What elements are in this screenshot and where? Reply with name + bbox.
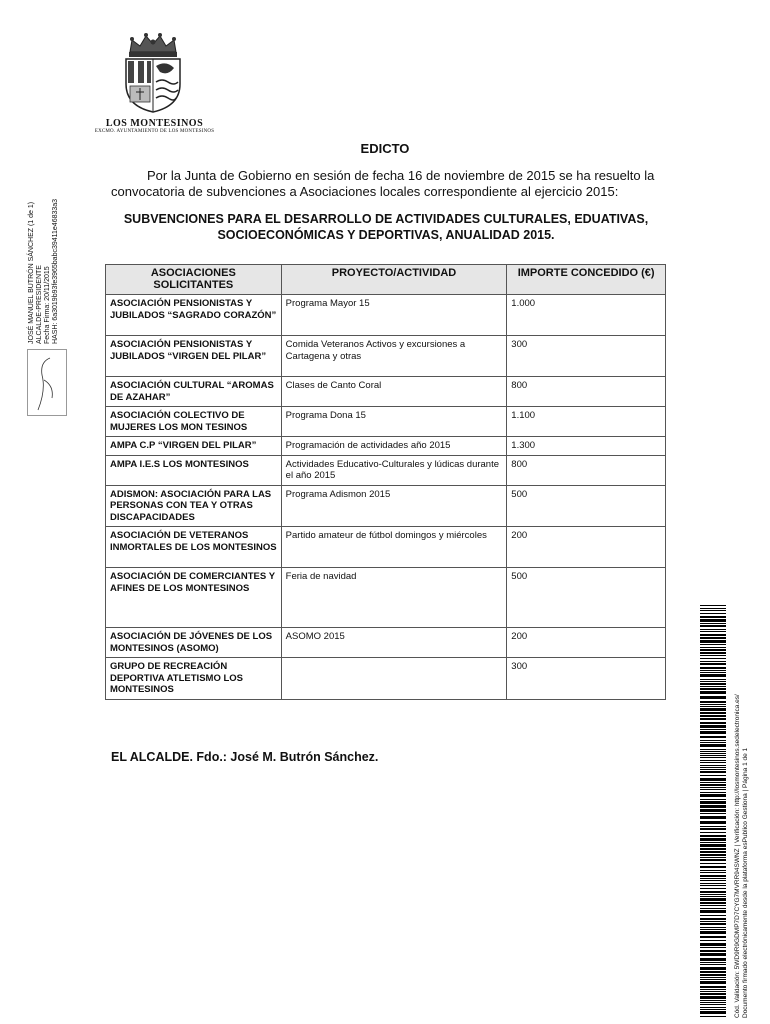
cell-project: Programa Mayor 15 (281, 295, 507, 336)
signer-name: JOSÉ MANUEL BUTRÓN SÁNCHEZ (1 de 1) (28, 201, 35, 344)
cell-amount: 1.100 (507, 407, 666, 437)
cell-association: ASOCIACIÓN PENSIONISTAS Y JUBILADOS “VIRGEN DEL PILAR” (106, 336, 282, 377)
cell-project: ASOMO 2015 (281, 628, 507, 658)
mayor-signature-line: EL ALCALDE. Fdo.: José M. Butrón Sánchez. (111, 750, 379, 764)
intro-text: Por la Junta de Gobierno en sesión de fecha 16 de noviembre de 2015 se ha resuelto la convocatoria de subvenciones a Asociaciones locales correspondiente al ejercicio 2015: (111, 168, 655, 199)
cell-project (281, 658, 507, 700)
validation-barcode (700, 605, 726, 1017)
table-row (106, 336, 666, 377)
table-row (106, 455, 666, 485)
header-amount: IMPORTE CONCEDIDO (€) (507, 265, 666, 295)
table-row (106, 527, 666, 568)
subtitle-line-1: SUBVENCIONES PARA EL DESARROLLO DE ACTIVIDADES CULTURALES, EDUATIVAS, (123, 212, 649, 226)
cell-amount: 500 (507, 568, 666, 628)
cell-association: ASOCIACIÓN DE VETERANOS INMORTALES DE LOS MONTESINOS (106, 527, 282, 568)
signature-metadata (28, 199, 60, 344)
table-row (106, 295, 666, 336)
cell-association: ASOCIACIÓN DE JÓVENES DE LOS MONTESINOS (ASOMO) (106, 628, 282, 658)
cell-amount: 1.000 (507, 295, 666, 336)
table-row (106, 568, 666, 628)
municipal-crest-logo (118, 32, 188, 114)
table-row (106, 658, 666, 700)
verification-footer (734, 694, 750, 1018)
cell-association: ASOCIACIÓN PENSIONISTAS Y JUBILADOS “SAGRADO CORAZÓN” (106, 295, 282, 336)
cell-project: Clases de Canto Coral (281, 377, 507, 407)
table-row (106, 628, 666, 658)
validation-code: Cód. Validación: 5WD9R9GDMP7D7CYG7MVRR94SWNZ | Verificación: http://losmontesinos.sedelectronica.es/ (734, 694, 741, 1018)
cell-association: ASOCIACIÓN COLECTIVO DE MUJERES LOS MON TESINOS (106, 407, 282, 437)
cell-association: ASOCIACIÓN CULTURAL “AROMAS DE AZAHAR” (106, 377, 282, 407)
signature-date: Fecha Firma: 20/11/2015 (44, 266, 51, 344)
cell-association: AMPA C.P “VIRGEN DEL PILAR” (106, 437, 282, 456)
table-row (106, 407, 666, 437)
cell-amount: 800 (507, 455, 666, 485)
cell-project: Feria de navidad (281, 568, 507, 628)
cell-association: ASOCIACIÓN DE COMERCIANTES Y AFINES DE LOS MONTESINOS (106, 568, 282, 628)
cell-amount: 800 (507, 377, 666, 407)
platform-notice: Documento firmado electrónicamente desde la plataforma esPublico Gestiona | Página 1 de 1 (742, 747, 749, 1018)
cell-amount: 300 (507, 658, 666, 700)
cell-amount: 200 (507, 628, 666, 658)
document-subtitle (106, 211, 666, 243)
cell-project: Programación de actividades año 2015 (281, 437, 507, 456)
document-title: EDICTO (360, 141, 410, 156)
handwritten-signature (28, 350, 66, 415)
cell-amount: 1.300 (507, 437, 666, 456)
signature-box (27, 349, 67, 416)
logo-subtitle: EXCMO. AYUNTAMIENTO DE LOS MONTESINOS (94, 129, 215, 134)
cell-project: Comida Veteranos Activos y excursiones a Cartagena y otras (281, 336, 507, 377)
signature-hash: HASH: 6a3019b93fe3965babc39411e46833a3 (52, 198, 59, 344)
cell-project: Actividades Educativo-Culturales y lúdicas durante el año 2015 (281, 455, 507, 485)
header-associations: ASOCIACIONES SOLICITANTES (106, 265, 282, 295)
table-row (106, 485, 666, 527)
cell-project: Programa Dona 15 (281, 407, 507, 437)
subtitle-line-2: SOCIOECONÓMICAS Y DEPORTIVAS, ANUALIDAD 2015. (217, 228, 555, 242)
cell-association: GRUPO DE RECREACIÓN DEPORTIVA ATLETISMO LOS MONTESINOS (106, 658, 282, 700)
cell-project: Programa Adismon 2015 (281, 485, 507, 527)
intro-paragraph (111, 168, 671, 200)
cell-amount: 300 (507, 336, 666, 377)
table-header-row (106, 265, 666, 295)
table-row (106, 437, 666, 456)
cell-amount: 500 (507, 485, 666, 527)
logo-name: LOS MONTESINOS (105, 118, 204, 129)
grants-table (105, 264, 666, 700)
signer-role: ALCALDE-PRESIDENTE (36, 265, 43, 344)
cell-amount: 200 (507, 527, 666, 568)
cell-project: Partido amateur de fútbol domingos y miércoles (281, 527, 507, 568)
cell-association: ADISMON: ASOCIACIÓN PARA LAS PERSONAS CON TEA Y OTRAS DISCAPACIDADES (106, 485, 282, 527)
table-row (106, 377, 666, 407)
header-project: PROYECTO/ACTIVIDAD (281, 265, 507, 295)
cell-association: AMPA I.E.S LOS MONTESINOS (106, 455, 282, 485)
